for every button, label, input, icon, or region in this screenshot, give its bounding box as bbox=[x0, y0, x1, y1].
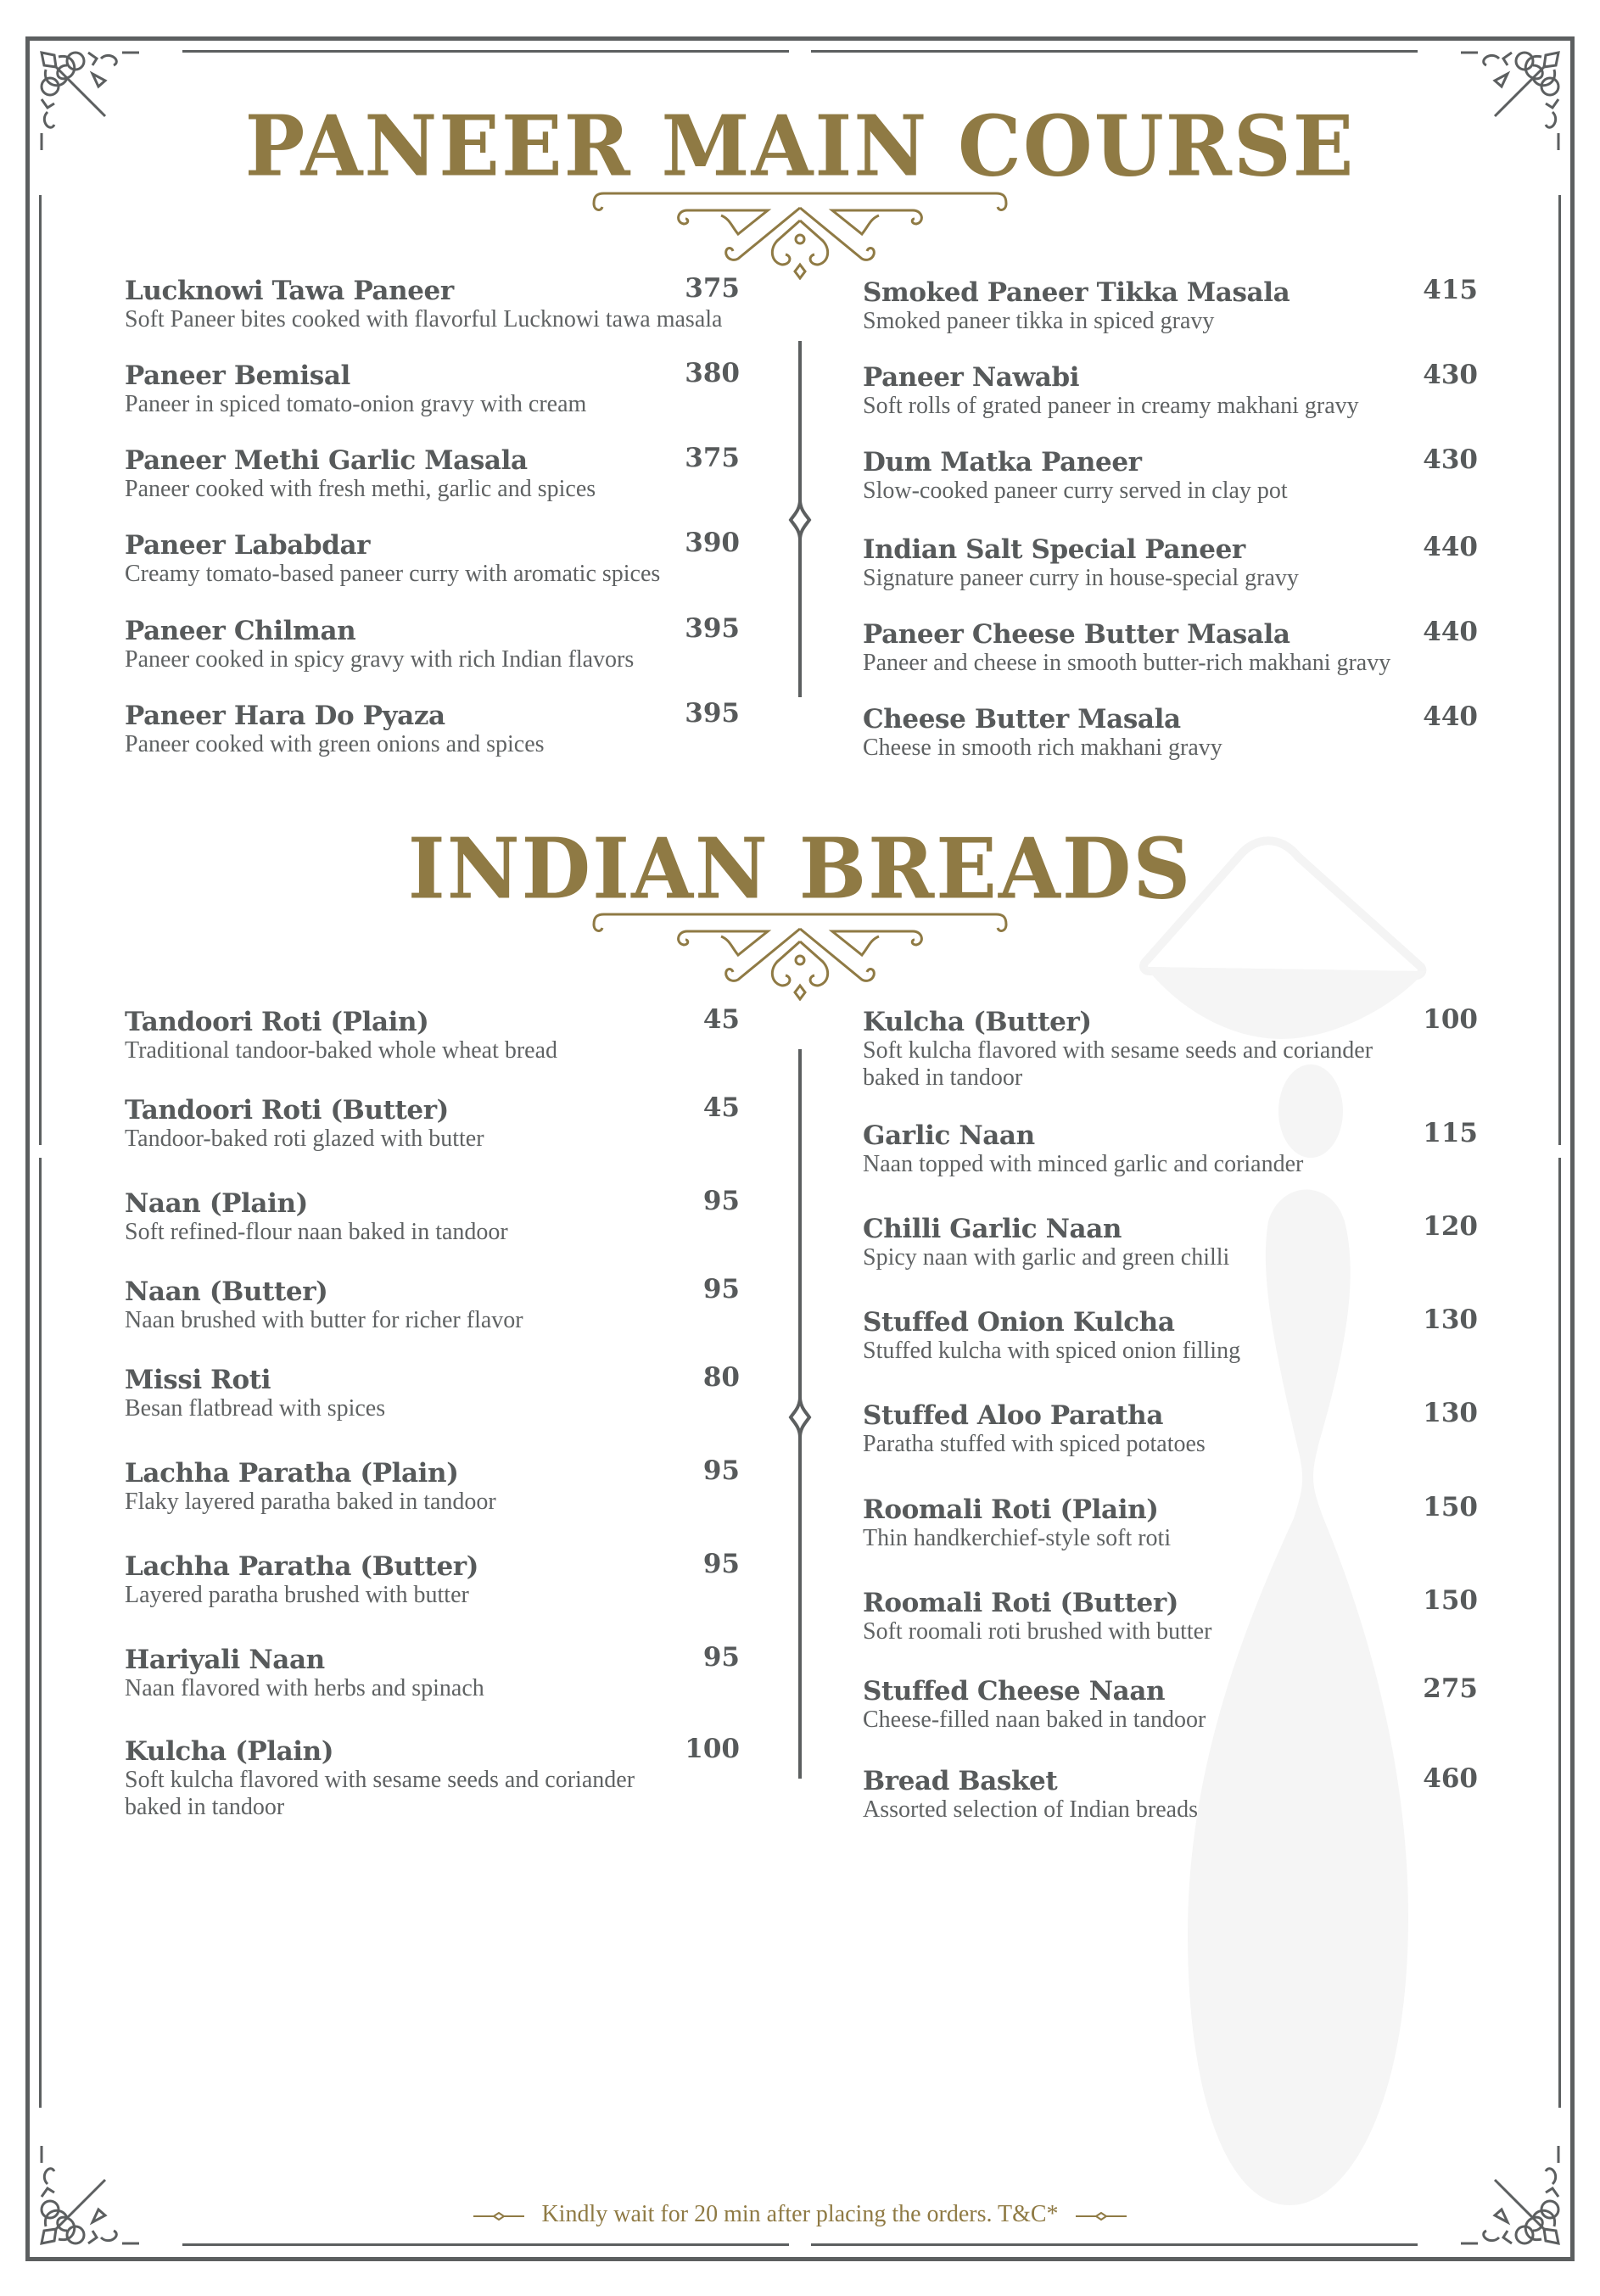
frame-inner-left-bottom bbox=[39, 1158, 42, 2108]
item-desc: Paratha stuffed with spiced potatoes bbox=[863, 1431, 1206, 1457]
item-name: Garlic Naan bbox=[863, 1120, 1035, 1151]
item-desc: Paneer and cheese in smooth butter-rich makhani gravy bbox=[863, 650, 1391, 676]
item-desc: Thin handkerchief-style soft roti bbox=[863, 1525, 1172, 1551]
menu-item bbox=[125, 1455, 740, 1516]
menu-item bbox=[125, 1004, 740, 1064]
menu-item bbox=[125, 1551, 740, 1609]
item-price: 95 bbox=[702, 1549, 740, 1579]
item-name: Bread Basket bbox=[863, 1766, 1058, 1796]
item-desc: Soft kulcha flavored with sesame seeds and coriander bbox=[125, 1767, 635, 1793]
item-price: 130 bbox=[1423, 1304, 1478, 1335]
item-desc: Creamy tomato-based paneer curry with aromatic spices bbox=[125, 561, 661, 587]
section-title-paneer: PANEER MAIN COURSE bbox=[244, 98, 1356, 196]
item-name: Paneer Hara Do Pyaza bbox=[125, 701, 445, 731]
menu-item bbox=[125, 1276, 740, 1334]
item-price: 430 bbox=[1423, 360, 1478, 390]
item-desc: Soft Paneer bites cooked with flavorful Lucknowi tawa masala bbox=[125, 306, 723, 332]
corner-ornament-icon bbox=[37, 2146, 139, 2248]
menu-item bbox=[125, 1736, 740, 1821]
item-price: 375 bbox=[685, 443, 740, 473]
item-desc: Layered paratha brushed with butter bbox=[125, 1582, 469, 1608]
item-name: Missi Roti bbox=[125, 1365, 271, 1395]
item-name: Tandoori Roti (Plain) bbox=[125, 1007, 429, 1037]
item-price: 380 bbox=[685, 358, 740, 388]
item-name: Kulcha (Butter) bbox=[863, 1007, 1092, 1037]
item-desc: Soft kulcha flavored with sesame seeds and coriander bbox=[863, 1037, 1373, 1064]
item-name: Stuffed Onion Kulcha bbox=[863, 1307, 1175, 1338]
item-price: 130 bbox=[1423, 1398, 1478, 1428]
item-desc: Soft roomali roti brushed with butter bbox=[863, 1618, 1212, 1645]
menu-item bbox=[863, 1304, 1478, 1365]
item-desc: Flaky layered paratha baked in tandoor bbox=[125, 1489, 496, 1515]
item-name: Smoked Paneer Tikka Masala bbox=[863, 277, 1290, 308]
item-name: Lachha Paratha (Butter) bbox=[125, 1551, 479, 1582]
divider-diamond-icon bbox=[787, 498, 813, 542]
item-price: 460 bbox=[1423, 1763, 1478, 1794]
item-name: Stuffed Cheese Naan bbox=[863, 1676, 1166, 1707]
menu-item bbox=[125, 530, 740, 588]
frame-inner-bottom-right bbox=[811, 2243, 1418, 2246]
menu-item bbox=[125, 445, 740, 503]
item-name: Cheese Butter Masala bbox=[863, 704, 1181, 735]
item-desc: Traditional tandoor-baked whole wheat bread bbox=[125, 1037, 558, 1064]
item-desc: Soft rolls of grated paneer in creamy makhani gravy bbox=[863, 393, 1359, 419]
frame-inner-right-bottom bbox=[1558, 1158, 1561, 2108]
item-price: 415 bbox=[1423, 275, 1478, 305]
menu-item bbox=[125, 1188, 740, 1246]
item-price: 440 bbox=[1423, 701, 1478, 732]
footer-flourish-icon bbox=[473, 2210, 524, 2222]
item-price: 150 bbox=[1423, 1585, 1478, 1616]
item-name: Kulcha (Plain) bbox=[125, 1736, 334, 1767]
menu-item bbox=[863, 701, 1478, 762]
frame-inner-top-right bbox=[811, 50, 1418, 53]
item-price: 120 bbox=[1423, 1211, 1478, 1242]
menu-item bbox=[863, 1585, 1478, 1645]
item-name: Naan (Plain) bbox=[125, 1188, 308, 1219]
item-desc: Paneer cooked with green onions and spices bbox=[125, 731, 545, 757]
menu-item bbox=[125, 613, 740, 673]
item-name: Lucknowi Tawa Paneer bbox=[125, 276, 454, 306]
menu-item bbox=[863, 1763, 1478, 1824]
item-price: 95 bbox=[702, 1642, 740, 1673]
title-ornament-icon bbox=[585, 908, 1015, 1001]
menu-item bbox=[863, 1494, 1478, 1552]
item-price: 45 bbox=[702, 1004, 740, 1035]
item-price: 275 bbox=[1423, 1673, 1478, 1704]
footer-note: Kindly wait for 20 min after placing the orders. T&C* bbox=[541, 2201, 1059, 2227]
menu-item bbox=[863, 1211, 1478, 1271]
item-name: Lachha Paratha (Plain) bbox=[125, 1458, 459, 1489]
item-desc: Cheese in smooth rich makhani gravy bbox=[863, 735, 1222, 761]
item-price: 100 bbox=[1423, 1004, 1478, 1035]
item-desc: Stuffed kulcha with spiced onion filling bbox=[863, 1338, 1241, 1364]
item-price: 95 bbox=[702, 1186, 740, 1216]
item-desc: Slow-cooked paneer curry served in clay pot bbox=[863, 478, 1288, 504]
item-desc: Naan topped with minced garlic and coriander bbox=[863, 1151, 1304, 1177]
item-name: Paneer Nawabi bbox=[863, 362, 1080, 393]
item-name: Hariyali Naan bbox=[125, 1645, 325, 1675]
item-desc: Assorted selection of Indian breads bbox=[863, 1796, 1198, 1823]
menu-item bbox=[863, 277, 1478, 335]
menu-item bbox=[125, 698, 740, 758]
menu-item bbox=[863, 444, 1478, 505]
menu-item bbox=[863, 1400, 1478, 1458]
item-name: Roomali Roti (Plain) bbox=[863, 1494, 1159, 1525]
item-price: 430 bbox=[1423, 444, 1478, 475]
frame-inner-bottom-left bbox=[182, 2243, 789, 2246]
item-desc: Cheese-filled naan baked in tandoor bbox=[863, 1707, 1206, 1733]
menu-item bbox=[125, 360, 740, 418]
item-desc: Paneer cooked with fresh methi, garlic and spices bbox=[125, 476, 596, 502]
title-ornament-icon bbox=[585, 187, 1015, 280]
item-price: 395 bbox=[685, 613, 740, 644]
menu-item bbox=[125, 1092, 740, 1153]
section-title-breads: INDIAN BREADS bbox=[407, 820, 1193, 919]
menu-item bbox=[863, 1673, 1478, 1734]
item-price: 150 bbox=[1423, 1492, 1478, 1522]
item-desc: baked in tandoor bbox=[863, 1064, 1023, 1091]
item-name: Tandoori Roti (Butter) bbox=[125, 1095, 449, 1126]
item-price: 440 bbox=[1423, 532, 1478, 562]
item-desc: Besan flatbread with spices bbox=[125, 1395, 386, 1422]
item-name: Paneer Lababdar bbox=[125, 530, 371, 561]
item-price: 95 bbox=[702, 1274, 740, 1304]
item-name: Dum Matka Paneer bbox=[863, 447, 1142, 478]
item-desc: Smoked paneer tikka in spiced gravy bbox=[863, 308, 1215, 334]
item-name: Indian Salt Special Paneer bbox=[863, 534, 1245, 565]
item-name: Stuffed Aloo Paratha bbox=[863, 1400, 1164, 1431]
frame-inner-right-top bbox=[1558, 195, 1561, 1145]
item-name: Paneer Chilman bbox=[125, 616, 356, 646]
item-name: Chilli Garlic Naan bbox=[863, 1214, 1122, 1244]
item-price: 375 bbox=[685, 273, 740, 304]
menu-item bbox=[125, 1642, 740, 1702]
item-price: 395 bbox=[685, 698, 740, 729]
item-price: 95 bbox=[702, 1455, 740, 1486]
item-name: Paneer Methi Garlic Masala bbox=[125, 445, 528, 476]
item-name: Naan (Butter) bbox=[125, 1276, 328, 1307]
divider-diamond-icon bbox=[787, 1395, 813, 1439]
item-desc: Soft refined-flour naan baked in tandoor bbox=[125, 1219, 508, 1245]
frame-inner-top-left bbox=[182, 50, 789, 53]
item-desc: Paneer in spiced tomato-onion gravy with cream bbox=[125, 391, 587, 417]
item-desc: Naan flavored with herbs and spinach bbox=[125, 1675, 484, 1701]
frame-inner-left-top bbox=[39, 195, 42, 1145]
item-desc: Naan brushed with butter for richer flavor bbox=[125, 1307, 523, 1333]
menu-item bbox=[863, 534, 1478, 592]
menu-item bbox=[863, 1004, 1478, 1092]
item-price: 100 bbox=[685, 1734, 740, 1764]
item-desc: Paneer cooked in spicy gravy with rich Indian flavors bbox=[125, 646, 635, 673]
item-price: 115 bbox=[1423, 1118, 1478, 1148]
menu-item bbox=[125, 1362, 740, 1422]
item-name: Paneer Cheese Butter Masala bbox=[863, 619, 1290, 650]
item-desc: Tandoor-baked roti glazed with butter bbox=[125, 1126, 484, 1152]
menu-item bbox=[863, 619, 1478, 677]
menu-item bbox=[863, 1120, 1478, 1178]
item-desc: Spicy naan with garlic and green chilli bbox=[863, 1244, 1230, 1271]
item-name: Paneer Bemisal bbox=[125, 360, 350, 391]
footer-note-row bbox=[0, 2201, 1600, 2228]
item-price: 440 bbox=[1423, 617, 1478, 647]
menu-item bbox=[863, 362, 1478, 420]
menu-item bbox=[125, 273, 740, 333]
item-price: 390 bbox=[685, 528, 740, 558]
item-price: 80 bbox=[702, 1362, 740, 1393]
item-desc: baked in tandoor bbox=[125, 1794, 285, 1820]
item-desc: Signature paneer curry in house-special gravy bbox=[863, 565, 1299, 591]
item-name: Roomali Roti (Butter) bbox=[863, 1588, 1179, 1618]
footer-flourish-icon bbox=[1076, 2210, 1127, 2222]
item-price: 45 bbox=[702, 1092, 740, 1123]
